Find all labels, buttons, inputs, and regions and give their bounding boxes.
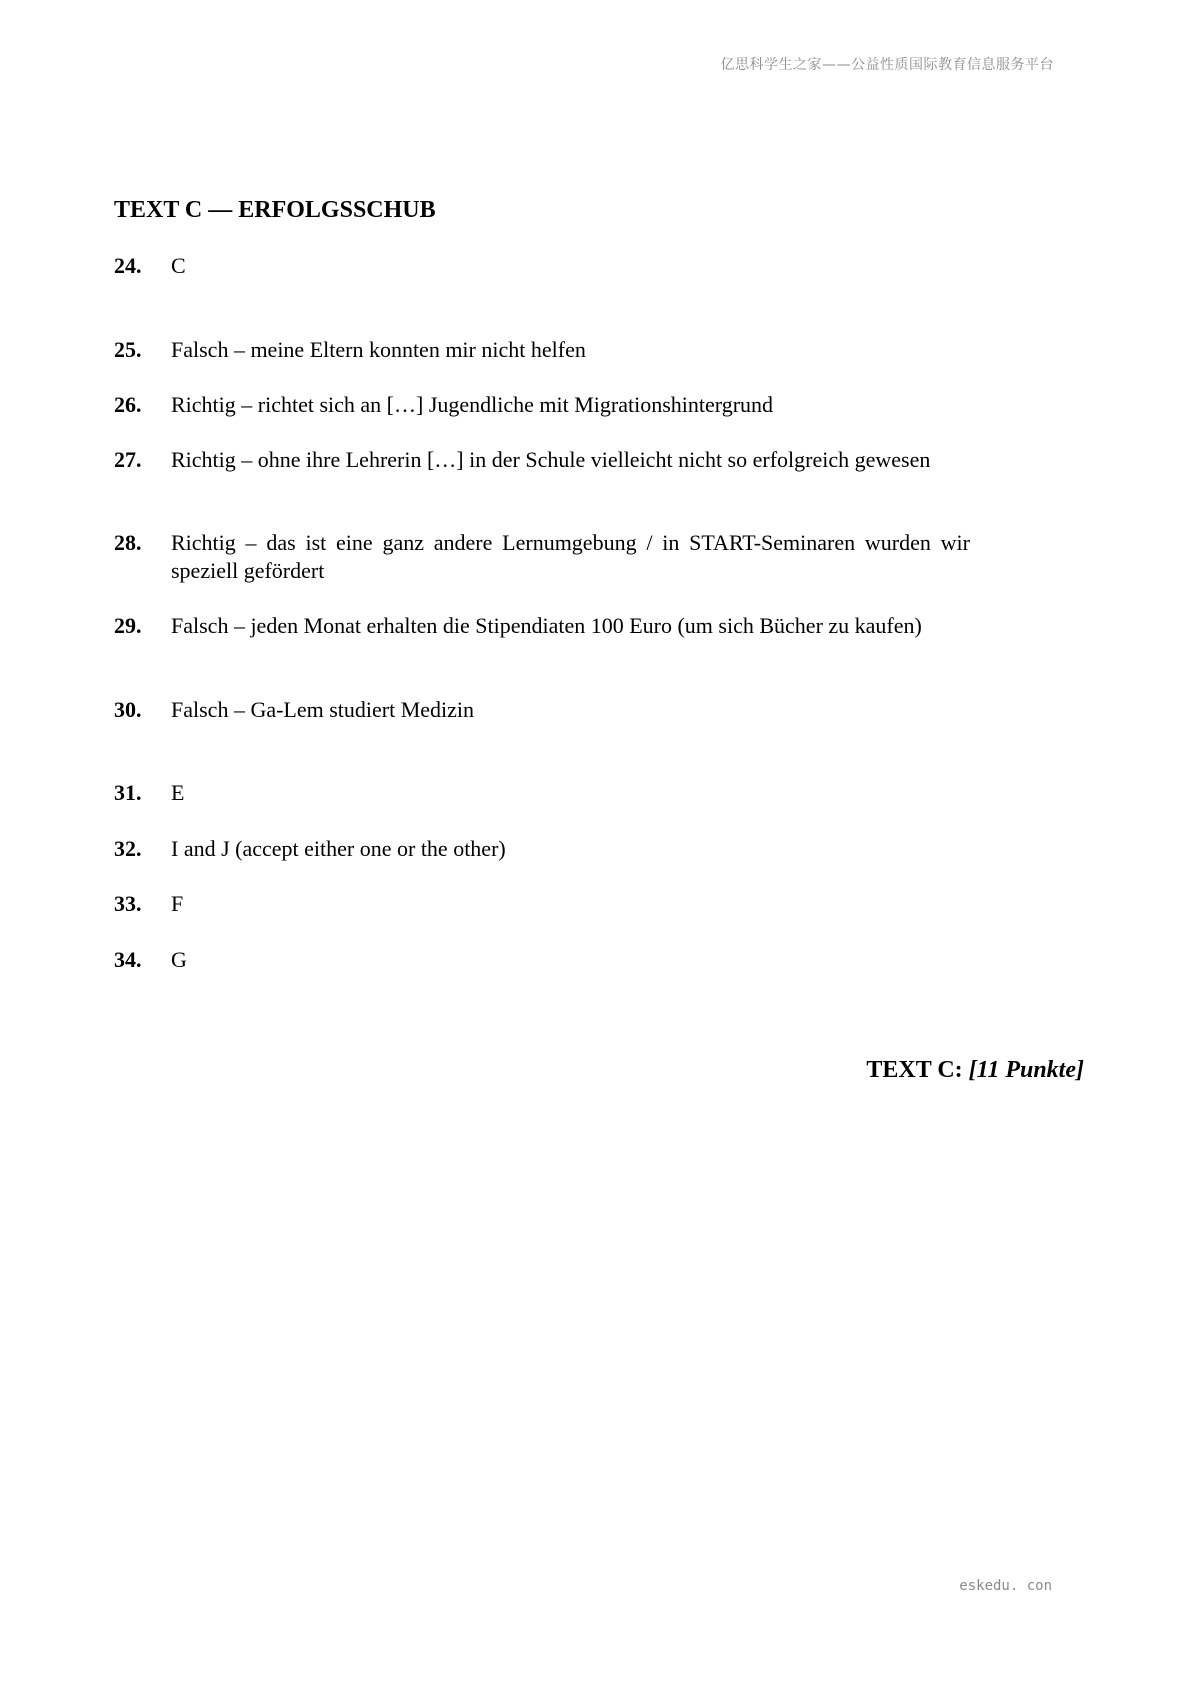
item-answer: E bbox=[171, 780, 185, 805]
item-answer: I and J (accept either one or the other) bbox=[171, 836, 506, 861]
answer-item-26 bbox=[114, 391, 970, 419]
item-answer: Richtig – richtet sich an […] Jugendliche mit Migrationshintergrund bbox=[171, 392, 774, 417]
item-answer: Falsch – jeden Monat erhalten die Stipendiaten 100 Euro (um sich Bücher zu kaufen) bbox=[171, 613, 922, 638]
item-number: 27. bbox=[114, 447, 142, 472]
item-number: 32. bbox=[114, 836, 142, 861]
item-answer: G bbox=[171, 947, 187, 972]
answer-item-34 bbox=[114, 946, 970, 974]
item-answer: Richtig – das ist eine ganz andere Lernumgebung / in START-Seminaren wurden wir speziell gefördert bbox=[171, 530, 970, 583]
item-number: 28. bbox=[114, 530, 142, 555]
answer-item-28 bbox=[114, 529, 970, 585]
item-number: 25. bbox=[114, 337, 142, 362]
item-number: 31. bbox=[114, 780, 142, 805]
section-total bbox=[866, 1057, 1084, 1084]
section-title: TEXT C — ERFOLGSSCHUB bbox=[114, 197, 436, 223]
answer-item-29 bbox=[114, 612, 970, 640]
item-number: 24. bbox=[114, 253, 142, 278]
answer-item-25 bbox=[114, 336, 970, 364]
item-answer: F bbox=[171, 891, 184, 916]
total-label: TEXT C: bbox=[866, 1057, 963, 1083]
item-number: 29. bbox=[114, 613, 142, 638]
item-number: 26. bbox=[114, 392, 142, 417]
total-points: [11 Punkte] bbox=[968, 1057, 1084, 1083]
answer-item-33 bbox=[114, 890, 970, 918]
item-answer: Richtig – ohne ihre Lehrerin […] in der Schule vielleicht nicht so erfolgreich gewesen bbox=[171, 447, 931, 472]
answer-item-32 bbox=[114, 835, 970, 863]
answer-item-27 bbox=[114, 446, 970, 474]
answer-item-31 bbox=[114, 779, 970, 807]
item-number: 33. bbox=[114, 891, 142, 916]
item-answer: C bbox=[171, 253, 186, 278]
answer-item-30 bbox=[114, 696, 970, 724]
item-answer: Falsch – meine Eltern konnten mir nicht helfen bbox=[171, 337, 586, 362]
footer-site: eskedu. con bbox=[959, 1578, 1052, 1594]
answer-item-24 bbox=[114, 252, 970, 280]
header-site-note: 亿思科学生之家——公益性质国际教育信息服务平台 bbox=[720, 57, 1054, 73]
item-number: 34. bbox=[114, 947, 142, 972]
item-number: 30. bbox=[114, 697, 142, 722]
item-answer: Falsch – Ga-Lem studiert Medizin bbox=[171, 697, 475, 722]
